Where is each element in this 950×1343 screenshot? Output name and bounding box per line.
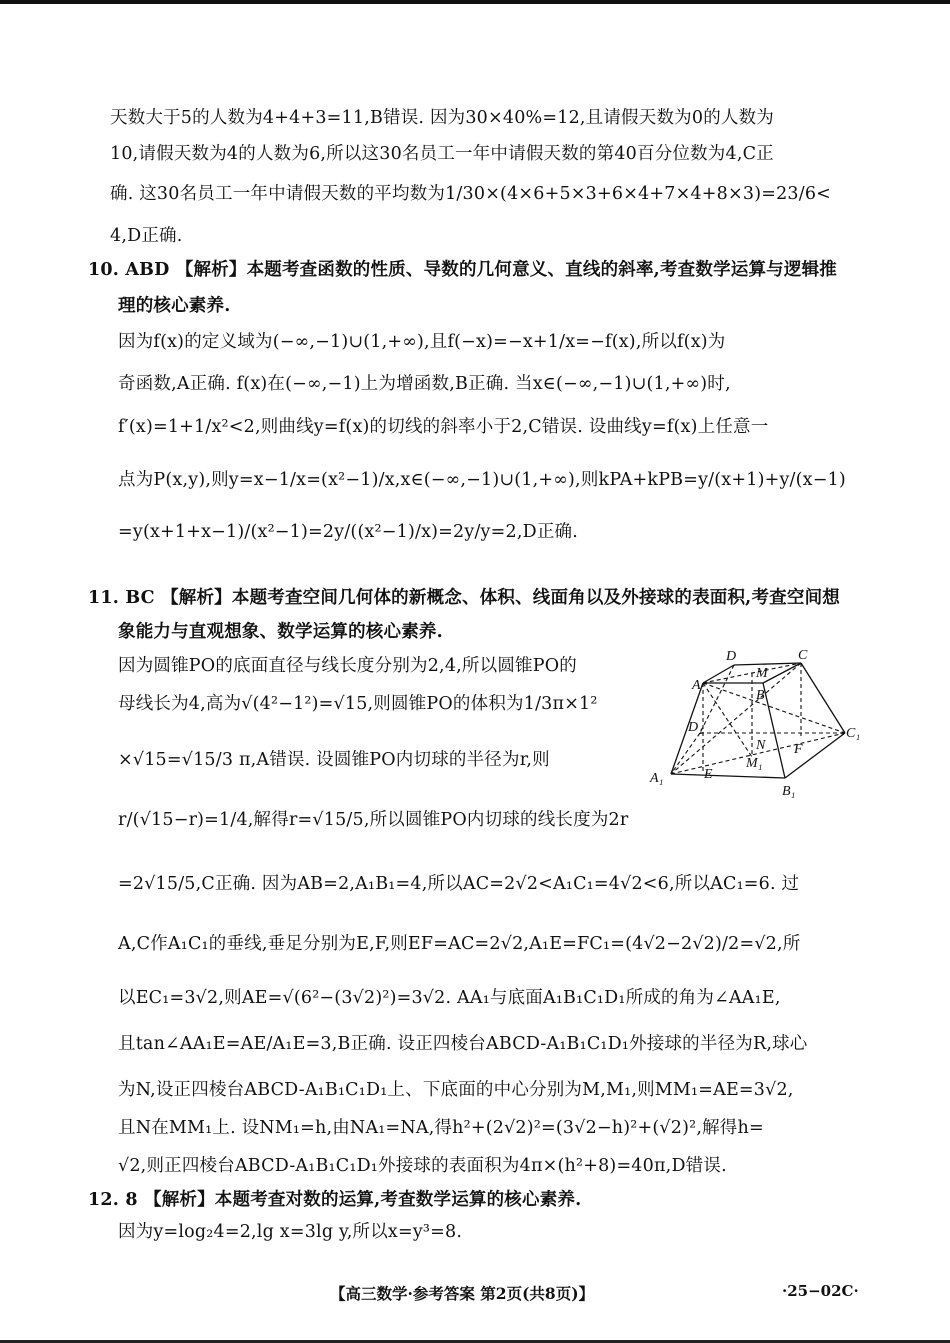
page-footer: 【高三数学·参考答案 第2页(共8页)】: [330, 1284, 595, 1303]
text-line: 且tan∠AA₁E=AE/A₁E=3,B正确. 设正四棱台ABCD-A₁B₁C₁D₁外接球的半径为R,球心: [118, 1034, 808, 1054]
figure-label-D1: D₁: [688, 720, 703, 735]
text-line: 奇函数,A正确. f(x)在(−∞,−1)上为增函数,B正确. 当x∈(−∞,−1)∪(1,+∞)时,: [118, 374, 731, 394]
figure-label-M: M: [756, 666, 768, 681]
figure-label-M1: M₁: [746, 756, 763, 771]
question-heading-cont: 象能力与直观想象、数学运算的核心素养.: [118, 622, 443, 642]
text-line: 因为y=log₂4=2,lg x=3lg y,所以x=y³=8.: [118, 1222, 463, 1242]
text-line: 因为圆锥PO的底面直径与线长度分别为2,4,所以圆锥PO的: [118, 656, 577, 676]
figure-label-C1: C₁: [846, 726, 861, 741]
question-heading: 11. BC 【解析】本题考查空间几何体的新概念、体积、线面角以及外接球的表面积,考查空间想: [88, 588, 840, 608]
text-line: 且N在MM₁上. 设NM₁=h,由NA₁=NA,得h²+(2√2)²=(3√2−h)²+(√2)²,解得h=: [118, 1118, 764, 1138]
text-line: A,C作A₁C₁的垂线,垂足分别为E,F,则EF=AC=2√2,A₁E=FC₁=(4√2−2√2)/2=√2,所: [118, 934, 801, 954]
text-line: 因为f(x)的定义域为(−∞,−1)∪(1,+∞),且f(−x)=−x+1/x=−f(x),所以f(x)为: [118, 332, 726, 352]
frustum-figure: [648, 645, 868, 800]
top-border: [0, 0, 950, 4]
text-line: 为N,设正四棱台ABCD-A₁B₁C₁D₁上、下底面的中心分别为M,M₁,则MM₁=AE=3√2,: [118, 1080, 794, 1100]
figure-label-N: N: [756, 738, 766, 753]
figure-label-A: A: [692, 678, 701, 693]
text-line: r/(√15−r)=1/4,解得r=√15/5,所以圆锥PO内切球的线长度为2r: [118, 810, 629, 830]
text-line: 4,D正确.: [110, 226, 183, 246]
text-line: 10,请假天数为4的人数为6,所以这30名员工一年中请假天数的第40百分位数为4,C正: [110, 144, 774, 164]
text-line: 点为P(x,y),则y=x−1/x=(x²−1)/x,x∈(−∞,−1)∪(1,+∞),则kPA+kPB=y/(x+1)+y/(x−1): [118, 470, 846, 490]
page-code: ·25−02C·: [782, 1282, 859, 1300]
text-line: 确. 这30名员工一年中请假天数的平均数为1/30×(4×6+5×3+6×4+7×4+8×3)=23/6<: [110, 184, 832, 204]
question-heading: 10. ABD 【解析】本题考查函数的性质、导数的几何意义、直线的斜率,考查数学运算与逻辑推: [88, 260, 837, 280]
question-heading-cont: 理的核心素养.: [118, 296, 231, 316]
figure-label-A1: A₁: [650, 771, 664, 786]
text-line: ×√15=√15/3 π,A错误. 设圆锥PO内切球的半径为r,则: [118, 750, 550, 770]
figure-label-C: C: [798, 648, 808, 663]
text-line: f′(x)=1+1/x²<2,则曲线y=f(x)的切线的斜率小于2,C错误. 设曲线y=f(x)上任意一: [118, 417, 769, 437]
figure-label-E: E: [704, 767, 713, 782]
figure-label-D: D: [726, 649, 737, 664]
text-line: √2,则正四棱台ABCD-A₁B₁C₁D₁外接球的表面积为4π×(h²+8)=40π,D错误.: [118, 1156, 727, 1176]
figure-label-B1: B₁: [782, 784, 796, 799]
figure-label-F: F: [794, 742, 803, 757]
text-line: 以EC₁=3√2,则AE=√(6²−(3√2)²)=3√2. AA₁与底面A₁B₁C₁D₁所成的角为∠AA₁E,: [118, 988, 781, 1008]
question-heading: 12. 8 【解析】本题考查对数的运算,考查数学运算的核心素养.: [88, 1190, 582, 1210]
text-line: =2√15/5,C正确. 因为AB=2,A₁B₁=4,所以AC=2√2<A₁C₁=4√2<6,所以AC₁=6. 过: [118, 874, 800, 894]
figure-label-B: B: [756, 688, 765, 703]
text-line: =y(x+1+x−1)/(x²−1)=2y/((x²−1)/x)=2y/y=2,D正确.: [118, 522, 578, 542]
text-line: 母线长为4,高为√(4²−1²)=√15,则圆锥PO的体积为1/3π×1²: [118, 694, 598, 714]
text-line: 天数大于5的人数为4+4+3=11,B错误. 因为30×40%=12,且请假天数为0的人数为: [110, 108, 774, 128]
